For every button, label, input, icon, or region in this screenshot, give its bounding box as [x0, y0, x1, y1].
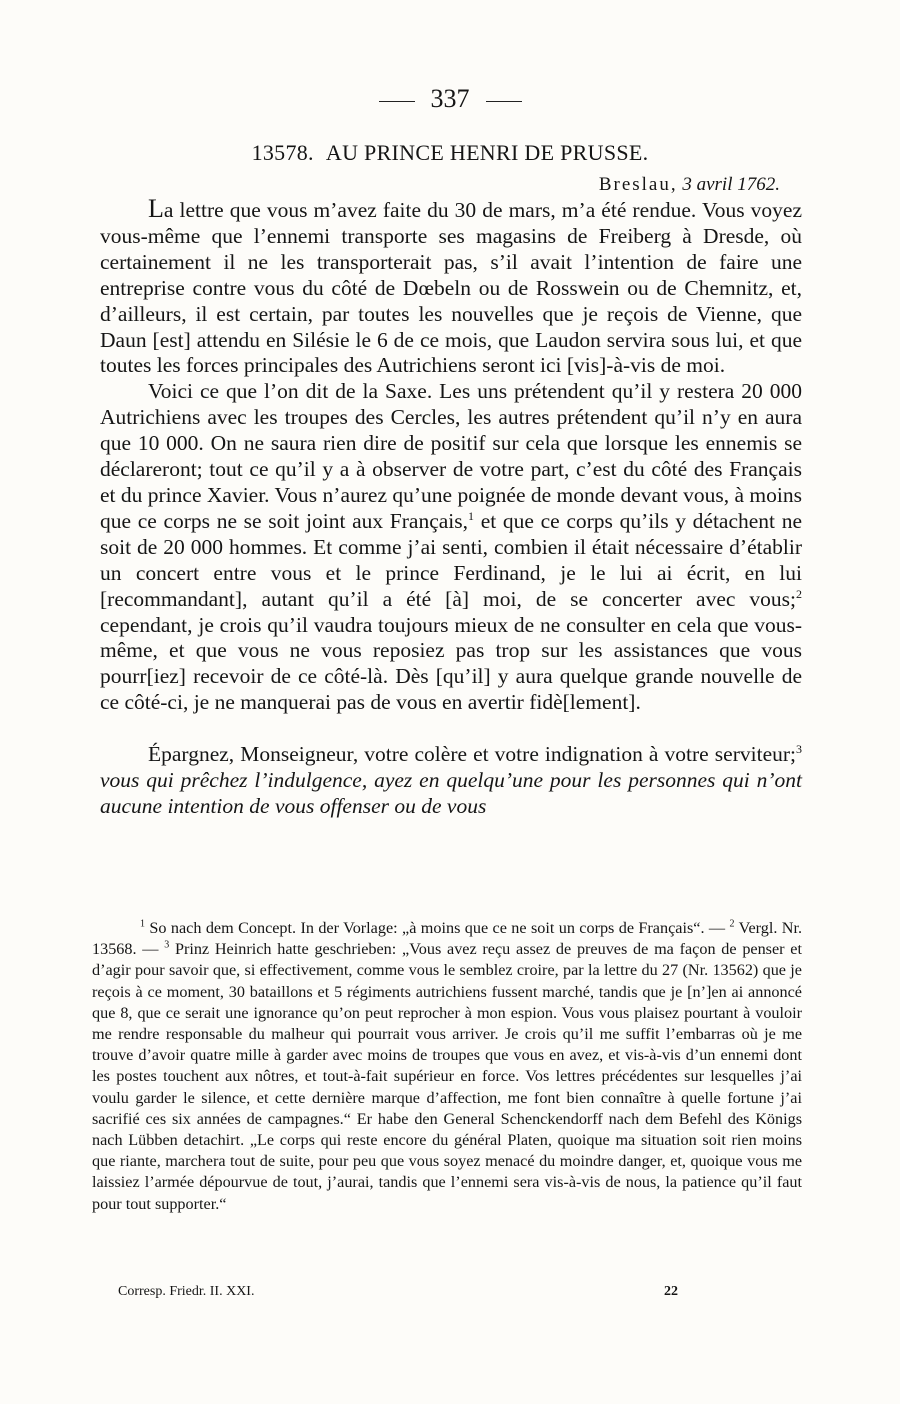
footnote-marker-3: 3: [164, 939, 170, 951]
letter-heading: [0, 140, 900, 166]
dateline-date: 3 avril 1762.: [682, 174, 780, 195]
dateline-place: Breslau,: [598, 174, 678, 195]
paragraph-3: [100, 742, 802, 820]
sheet-number: 22: [664, 1284, 678, 1299]
page-number: [0, 84, 900, 114]
paragraph-3-part-a: Épargnez, Monseigneur, votre colère et votre indignation à votre serviteur;: [148, 742, 796, 767]
signature-line: Corresp. Friedr. II. XXI.: [118, 1284, 255, 1299]
footnote-marker-2: 2: [729, 918, 735, 930]
footnote-1-text: So nach dem Concept. In der Vorlage: „à moins que ce ne soit un corps de Français“. —: [145, 919, 730, 937]
footnote-ref-1[interactable]: 1: [468, 508, 475, 523]
rule-left: [379, 101, 415, 102]
paragraph-1: La lettre que vous m’avez faite du 30 de mars, m’a été rendue. Vous voyez vous-même que l’ennemi transporte ses magasins de Freiberg à Dresde, où certainement il ne les transporterait pas, s’il avait l’intention de faire une entreprise contre vous du côté de Dœbeln ou de Rosswein ou de Chemnitz, et, d’ailleurs, il est certain, par toutes les nouvelles que je reçois de Vienne, que Daun [est] attendu en Silésie le 6 de ce mois, que Laudon servira sous lui, et que toutes les forces principales des Autrichiens seront ici [vis]-à-vis de moi.: [100, 194, 802, 378]
paragraph-2: [100, 379, 802, 716]
footnote-ref-2[interactable]: 2: [796, 586, 802, 601]
paragraph-3-part-b: vous qui prêchez l’indulgence, ayez en quelqu’une pour les personnes qui n’ont aucune intention de vous offenser ou de vous: [100, 768, 802, 818]
dateline: [599, 174, 780, 196]
page-number-text: 337: [430, 84, 470, 113]
footnote-block: [92, 918, 802, 1215]
paragraph-2-part-c: cependant, je crois qu’il vaudra toujours mieux de ne consulter en cela que vous-même, et que vous ne vous reposiez pas trop sur les assistances que vous pourr[iez] recevoir de ce côté-là. Dès [qu’il] y aura quelque grande nouvelle de ce côté-ci, je ne manquerai pas de vous en avertir fidè[lement].: [100, 612, 802, 715]
letter-body: [100, 196, 802, 820]
paragraph-2-part-a: Voici ce que l’on dit de la Saxe. Les uns prétendent qu’il y restera 20 000 Autrichiens avec les troupes des Cercles, les autres prétendent qu’il n’y en aura que 10 000. On ne saura rien dire de positif sur cela que lorsque les ennemis se déclareront; tout ce qu’il y a à observer de votre part, c’est du côté des Français et du prince Xavier. Vous n’aurez qu’une poignée de monde devant vous, à moins que ce corps ne se soit joint aux Français,: [100, 379, 802, 533]
letter-number: 13578.: [251, 140, 314, 165]
footnote-marker-1: 1: [140, 918, 145, 930]
footnotes: [92, 918, 802, 1215]
footnote-3-text: Prinz Heinrich hatte geschrieben: „Vous avez reçu assez de preuves de ma façon de penser et d’agir pour savoir que, si effectivement, comme vous le semblez croire, par la lettre du 27 (Nr. 13562) que je reçois à ce moment, 30 bataillons et 5 régiments autrichiens fussent marché, tandis que je [n’]en ai annoncé que 8, que ce serait une ignorance qu’on peut reprocher à mon espion. Vous vous plaisez pourtant à vouloir me rendre responsable du malheur qui pourrait vous arriver. Je crois qu’il me suffit l’embarras où je me trouve d’avoir quatre mille à garder avec moins de troupes que vous en avez, et vis-à-vis d’un ennemi dont les postes touchent aux nôtres, et tout-à-fait supérieur en force. Vos lettres précédentes sur lesquelles j’ai voulu garder le silence, et cette dernière marque d’affection, me font bien connaître à quelle fortune j’ai sacrifié ces six années de campagnes.“ Er habe den General Schenckendorff nach dem Befehl des Königs nach Lübben detachirt. „Le corps qui reste encore du général Platen, quoique ma situation soit rien moins que riante, marchera tout de suite, pour peu que vous soyez menacé du moindre danger, et, quoique vous me laissiez l’armée dépourvue de tout, j’aurai, tandis que l’ennemi sera vis-à-vis de nous, la patience qu’il faut pour tout supporter.“: [92, 940, 802, 1213]
letter-title: AU PRINCE HENRI DE PRUSSE.: [325, 140, 649, 165]
paragraph-2-part-b: et que ce corps qu’ils y détachent ne soit de 20 000 hommes. Et comme j’ai senti, combien il était nécessaire d’établir un concert entre vous et le prince Ferdinand, je le lui ai écrit, en lui [recommandant], autant qu’il a été [à] moi, de se concerter avec vous;: [100, 508, 802, 611]
footnote-2-text: Vergl. Nr. 13568. —: [92, 919, 803, 959]
footnote-ref-3[interactable]: 3: [796, 741, 802, 756]
rule-right: [486, 101, 522, 102]
